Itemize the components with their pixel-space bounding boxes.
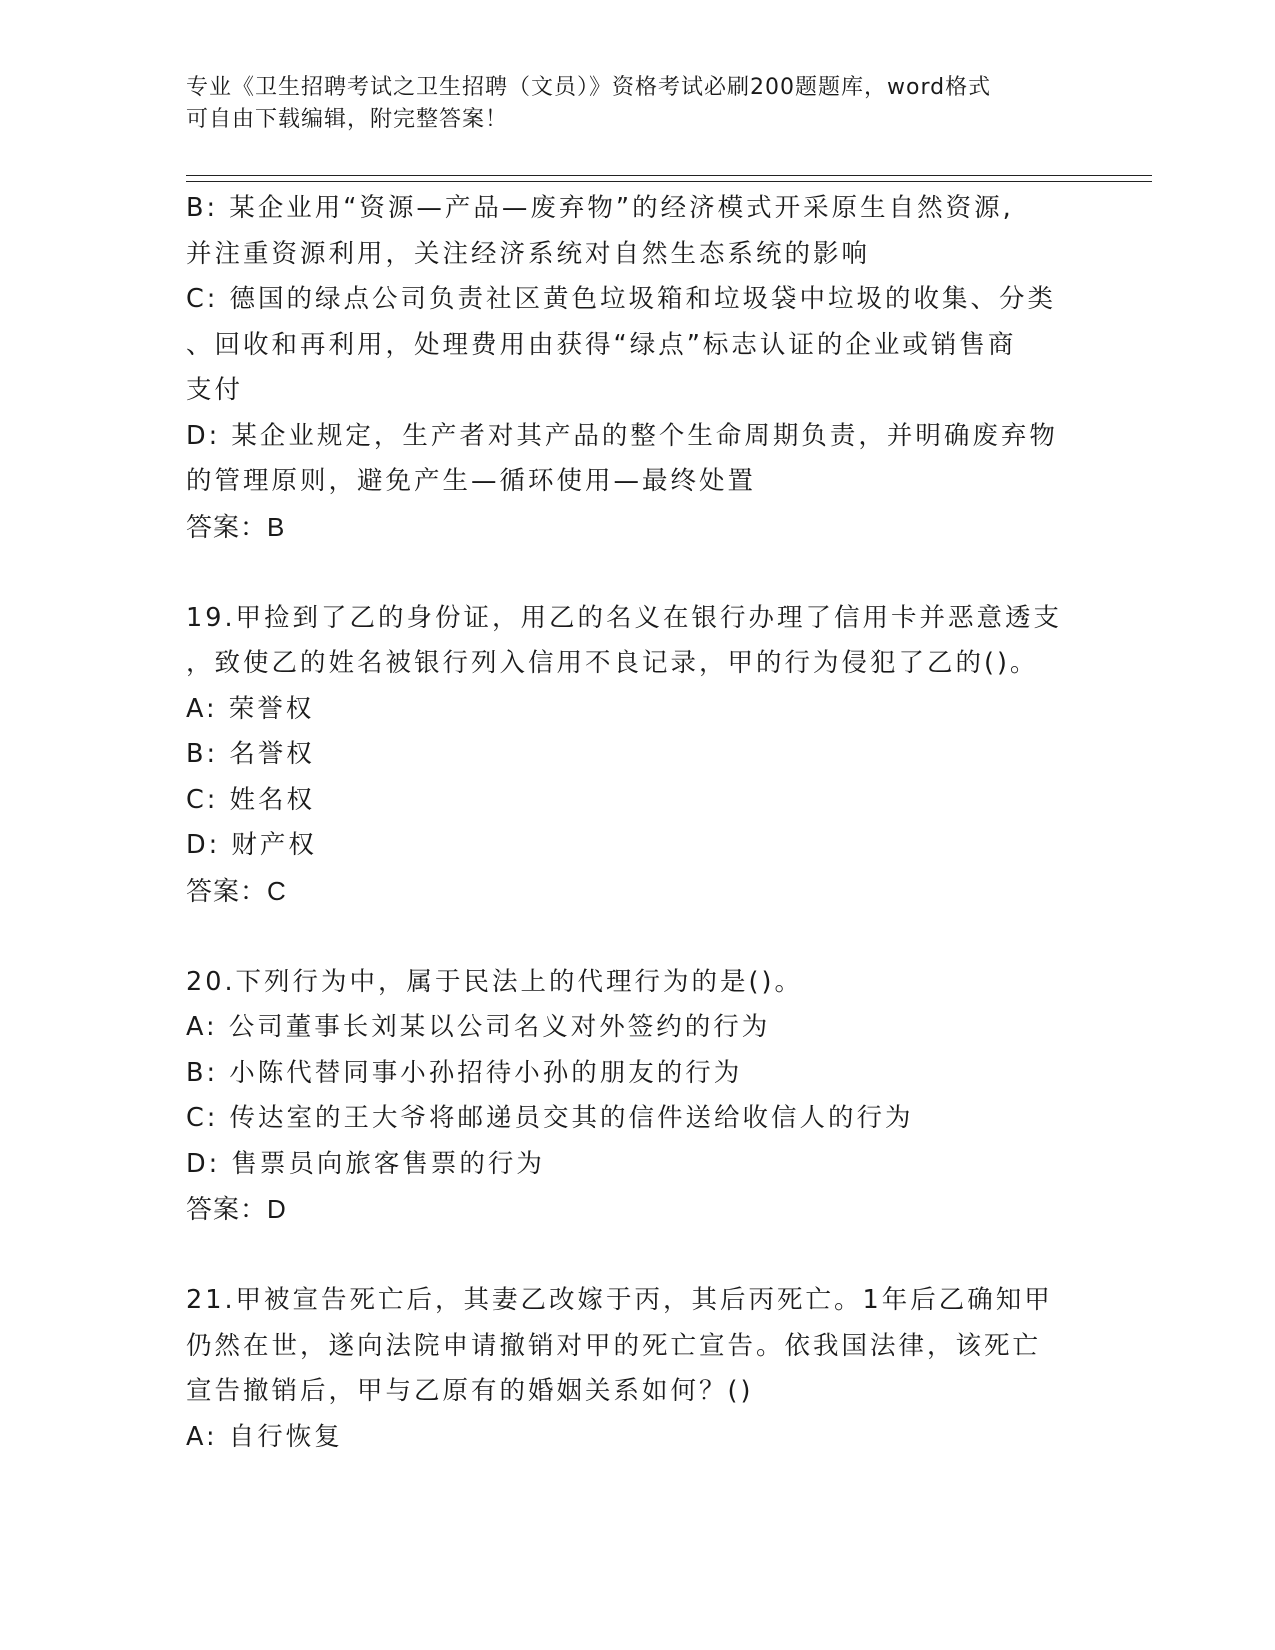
header-title-line-1: 专业《卫生招聘考试之卫生招聘（文员）》资格考试必刷200题题库，word格式 bbox=[186, 75, 992, 100]
option-b: B: 小陈代替同事小孙招待小孙的朋友的行为 bbox=[186, 1057, 743, 1088]
answer: 答案：B bbox=[186, 511, 286, 542]
answer: 答案：D bbox=[186, 1194, 287, 1224]
question-18 bbox=[186, 186, 1086, 550]
header-divider-bottom bbox=[186, 181, 1152, 182]
question-19 bbox=[186, 596, 1086, 915]
option-c: C: 姓名权 bbox=[186, 784, 316, 815]
option-c-line-1: C: 德国的绿点公司负责社区黄色垃圾箱和垃圾袋中垃圾的收集、分类 bbox=[186, 284, 1057, 314]
option-b: B: 名誉权 bbox=[186, 739, 315, 769]
question-stem-line-2: 仍然在世，遂向法院申请撤销对甲的死亡宣告。依我国法律，该死亡 bbox=[186, 1330, 1042, 1361]
question-20 bbox=[186, 960, 1086, 1233]
question-stem-line-2: ，致使乙的姓名被银行列入信用不良记录，甲的行为侵犯了乙的()。 bbox=[186, 648, 1039, 678]
header-title-line-2: 可自由下载编辑，附完整答案！ bbox=[186, 107, 509, 132]
option-b-line-2: 并注重资源利用，关注经济系统对自然生态系统的影响 bbox=[186, 238, 871, 269]
header-divider-top bbox=[186, 175, 1152, 176]
spacer bbox=[186, 1233, 1086, 1279]
option-a: A: 公司董事长刘某以公司名义对外签约的行为 bbox=[186, 1012, 771, 1042]
option-c-line-3: 支付 bbox=[186, 375, 244, 405]
question-content bbox=[186, 186, 1086, 1460]
answer: 答案：C bbox=[186, 875, 287, 906]
option-a: A: 自行恢复 bbox=[186, 1421, 343, 1452]
option-c-line-2: 、回收和再利用，处理费用由获得“绿点”标志认证的企业或销售商 bbox=[186, 329, 1017, 360]
option-d: D: 财产权 bbox=[186, 830, 317, 860]
option-d-line-1: D: 某企业规定，生产者对其产品的整个生命周期负责，并明确废弃物 bbox=[186, 420, 1058, 451]
option-c: C: 传达室的王大爷将邮递员交其的信件送给收信人的行为 bbox=[186, 1103, 914, 1133]
document-header bbox=[186, 72, 1066, 136]
option-b-line-1: B: 某企业用“资源—产品—废弃物”的经济模式开采原生自然资源, bbox=[186, 193, 1014, 223]
question-21 bbox=[186, 1278, 1086, 1460]
option-a: A: 荣誉权 bbox=[186, 693, 315, 724]
question-stem-line-1: 21.甲被宣告死亡后，其妻乙改嫁于丙，其后丙死亡。1年后乙确知甲 bbox=[186, 1285, 1053, 1315]
spacer bbox=[186, 550, 1086, 596]
question-stem-line-3: 宣告撤销后，甲与乙原有的婚姻关系如何？() bbox=[186, 1376, 754, 1406]
option-d-line-2: 的管理原则，避免产生—循环使用—最终处置 bbox=[186, 466, 757, 496]
question-stem: 20.下列行为中，属于民法上的代理行为的是()。 bbox=[186, 966, 803, 997]
option-d: D: 售票员向旅客售票的行为 bbox=[186, 1148, 545, 1179]
spacer bbox=[186, 914, 1086, 960]
question-stem-line-1: 19.甲捡到了乙的身份证，用乙的名义在银行办理了信用卡并恶意透支 bbox=[186, 602, 1063, 633]
